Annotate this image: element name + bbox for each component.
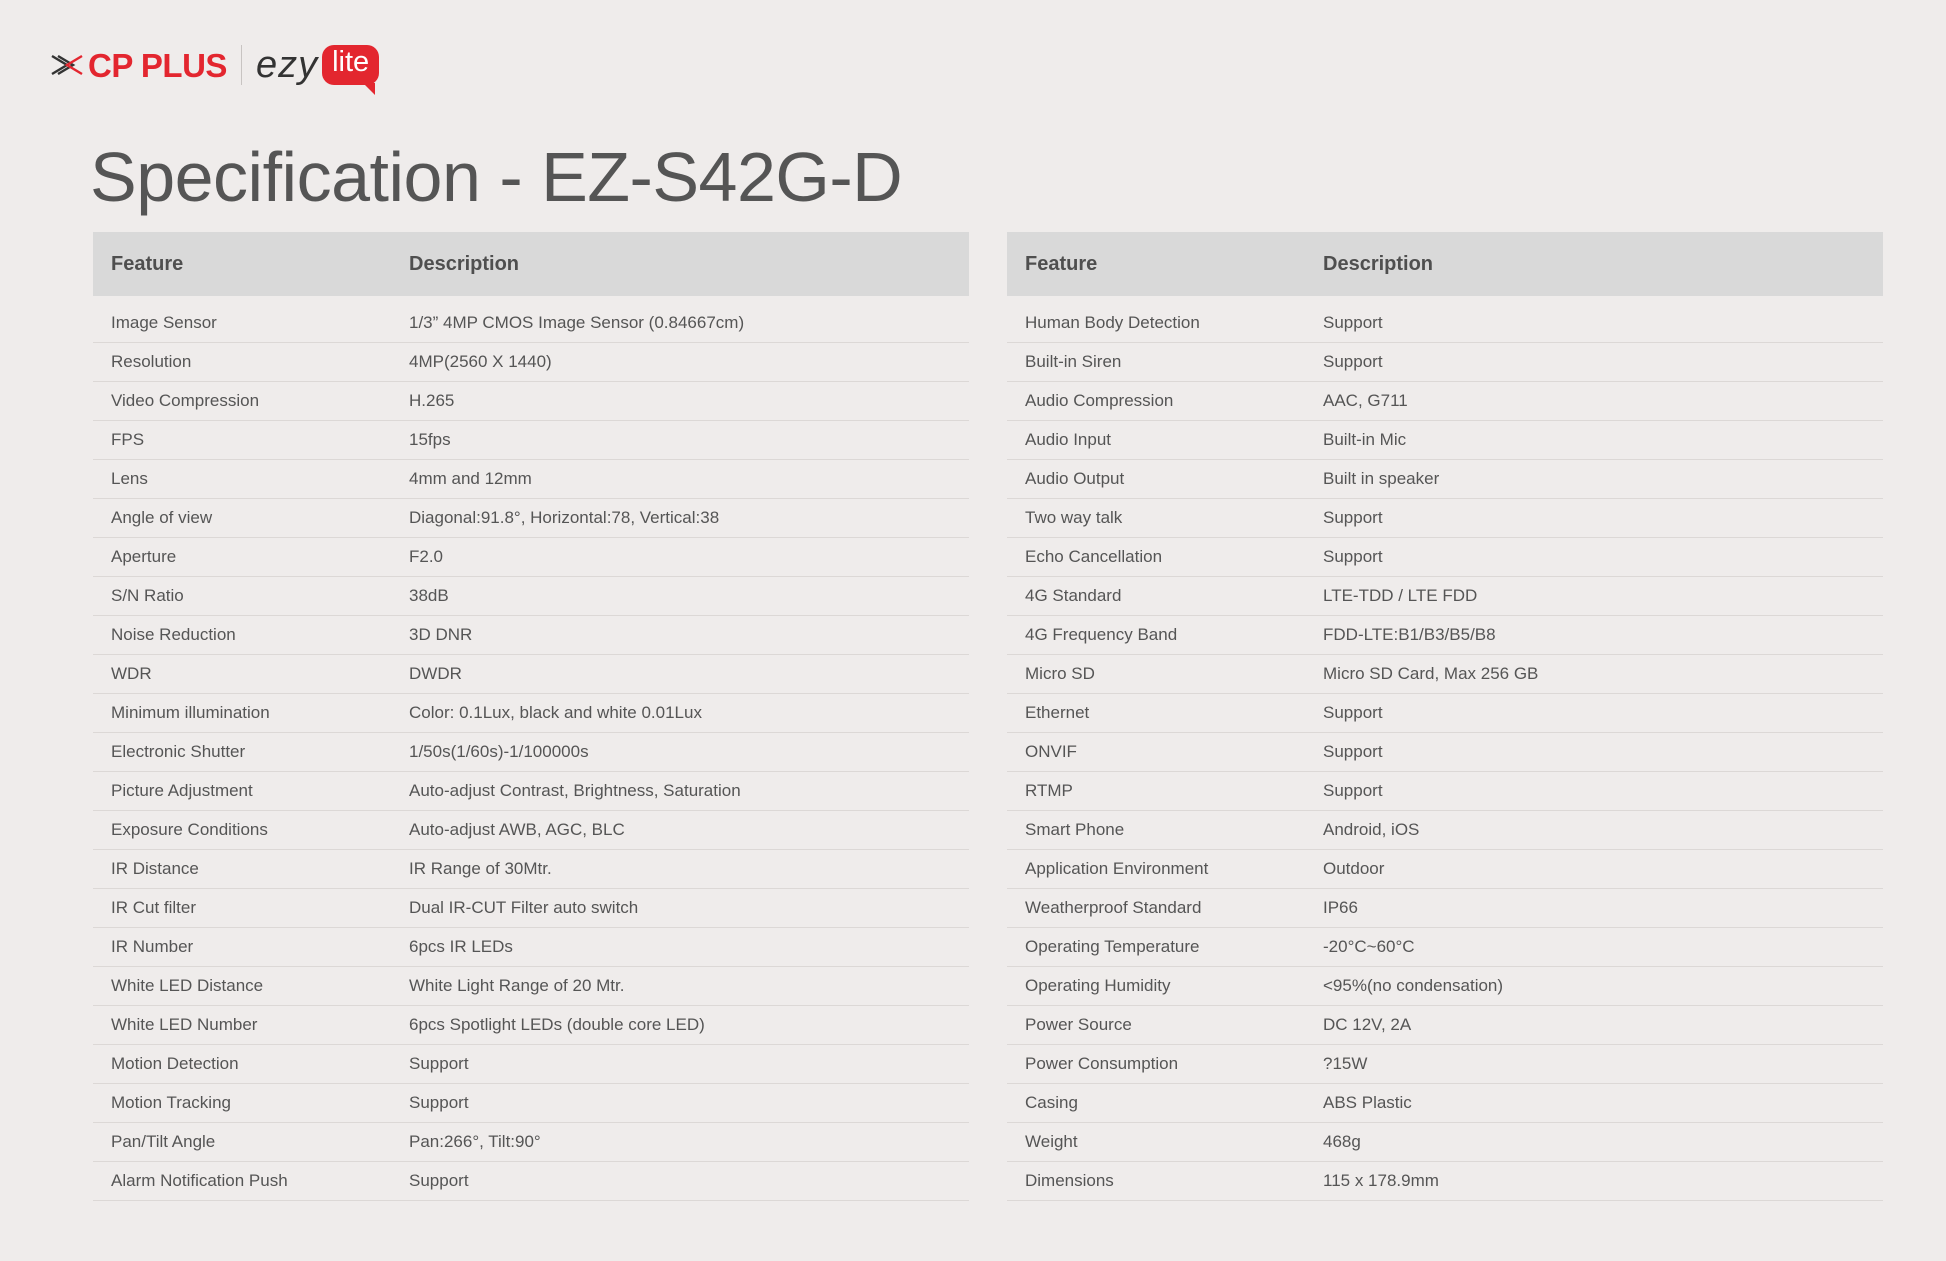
feature-cell: Audio Compression xyxy=(1007,382,1305,421)
cp-plus-logo xyxy=(50,46,227,84)
table-row xyxy=(1007,967,1883,1006)
feature-cell: Minimum illumination xyxy=(93,694,391,733)
feature-cell: Motion Tracking xyxy=(93,1084,391,1123)
table-row xyxy=(1007,304,1883,343)
description-cell: Micro SD Card, Max 256 GB xyxy=(1305,655,1883,694)
table-row xyxy=(93,772,969,811)
table-row xyxy=(93,967,969,1006)
feature-cell: Application Environment xyxy=(1007,850,1305,889)
description-cell: DC 12V, 2A xyxy=(1305,1006,1883,1045)
description-cell: Auto-adjust Contrast, Brightness, Saturation xyxy=(391,772,969,811)
table-row xyxy=(93,343,969,382)
table-row xyxy=(1007,499,1883,538)
feature-cell: Casing xyxy=(1007,1084,1305,1123)
table-row xyxy=(93,1006,969,1045)
description-cell: 1/50s(1/60s)-1/100000s xyxy=(391,733,969,772)
description-cell: Built-in Mic xyxy=(1305,421,1883,460)
feature-cell: Motion Detection xyxy=(93,1045,391,1084)
table-row xyxy=(93,655,969,694)
table-row xyxy=(93,1045,969,1084)
table-row xyxy=(93,1084,969,1123)
feature-cell: RTMP xyxy=(1007,772,1305,811)
description-cell: Support xyxy=(1305,304,1883,343)
description-cell: Auto-adjust AWB, AGC, BLC xyxy=(391,811,969,850)
table-row xyxy=(1007,655,1883,694)
feature-cell: Operating Humidity xyxy=(1007,967,1305,1006)
table-header-row xyxy=(93,232,969,296)
feature-cell: Aperture xyxy=(93,538,391,577)
description-cell: Pan:266°, Tilt:90° xyxy=(391,1123,969,1162)
description-cell: 6pcs IR LEDs xyxy=(391,928,969,967)
feature-cell: 4G Standard xyxy=(1007,577,1305,616)
description-cell: IR Range of 30Mtr. xyxy=(391,850,969,889)
feature-cell: Power Consumption xyxy=(1007,1045,1305,1084)
table-row xyxy=(1007,928,1883,967)
feature-cell: IR Cut filter xyxy=(93,889,391,928)
feature-cell: S/N Ratio xyxy=(93,577,391,616)
ezy-wordmark: ezy xyxy=(255,43,319,86)
description-cell: 3D DNR xyxy=(391,616,969,655)
table-row xyxy=(1007,811,1883,850)
table-row xyxy=(1007,1084,1883,1123)
table-row xyxy=(93,538,969,577)
description-cell: 115 x 178.9mm xyxy=(1305,1162,1883,1201)
feature-cell: Angle of view xyxy=(93,499,391,538)
table-row xyxy=(93,382,969,421)
table-header-row xyxy=(1007,232,1883,296)
feature-cell: ONVIF xyxy=(1007,733,1305,772)
table-row xyxy=(1007,850,1883,889)
description-cell: Support xyxy=(391,1045,969,1084)
description-cell: -20°C~60°C xyxy=(1305,928,1883,967)
description-cell: IP66 xyxy=(1305,889,1883,928)
table-spacer xyxy=(1007,296,1883,304)
description-cell: 15fps xyxy=(391,421,969,460)
feature-cell: Audio Output xyxy=(1007,460,1305,499)
table-row xyxy=(93,421,969,460)
description-cell: H.265 xyxy=(391,382,969,421)
feature-cell: Dimensions xyxy=(1007,1162,1305,1201)
feature-cell: Power Source xyxy=(1007,1006,1305,1045)
table-row xyxy=(1007,889,1883,928)
description-cell: DWDR xyxy=(391,655,969,694)
description-cell: <95%(no condensation) xyxy=(1305,967,1883,1006)
description-cell: F2.0 xyxy=(391,538,969,577)
lite-badge: lite xyxy=(322,45,379,85)
description-cell: 468g xyxy=(1305,1123,1883,1162)
table-row xyxy=(1007,1162,1883,1201)
spec-table-left xyxy=(93,232,969,1201)
description-cell: Support xyxy=(1305,694,1883,733)
description-cell: Support xyxy=(1305,499,1883,538)
feature-cell: IR Number xyxy=(93,928,391,967)
description-cell: LTE-TDD / LTE FDD xyxy=(1305,577,1883,616)
table-row xyxy=(93,616,969,655)
page-title: Specification - EZ-S42G-D xyxy=(90,138,903,216)
table-row xyxy=(1007,1123,1883,1162)
feature-cell: Noise Reduction xyxy=(93,616,391,655)
feature-cell: FPS xyxy=(93,421,391,460)
feature-cell: Smart Phone xyxy=(1007,811,1305,850)
cp-plus-wordmark: CP PLUS xyxy=(88,46,227,84)
feature-cell: Built-in Siren xyxy=(1007,343,1305,382)
feature-cell: WDR xyxy=(93,655,391,694)
feature-cell: Operating Temperature xyxy=(1007,928,1305,967)
description-cell: ?15W xyxy=(1305,1045,1883,1084)
table-row xyxy=(93,733,969,772)
feature-cell: Ethernet xyxy=(1007,694,1305,733)
ezy-lite-logo xyxy=(256,45,379,85)
feature-cell: Alarm Notification Push xyxy=(93,1162,391,1201)
spacer-cell xyxy=(1007,296,1883,304)
feature-cell: Exposure Conditions xyxy=(93,811,391,850)
table-row xyxy=(1007,1045,1883,1084)
description-cell: Support xyxy=(1305,538,1883,577)
feature-cell: Electronic Shutter xyxy=(93,733,391,772)
feature-cell: White LED Number xyxy=(93,1006,391,1045)
table-row xyxy=(93,928,969,967)
table-row xyxy=(93,889,969,928)
table-row xyxy=(1007,616,1883,655)
description-cell: FDD-LTE:B1/B3/B5/B8 xyxy=(1305,616,1883,655)
description-cell: Support xyxy=(391,1162,969,1201)
brand-divider xyxy=(241,45,242,85)
description-cell: Support xyxy=(391,1084,969,1123)
table-row xyxy=(1007,538,1883,577)
feature-cell: Image Sensor xyxy=(93,304,391,343)
table-row xyxy=(1007,733,1883,772)
feature-cell: Pan/Tilt Angle xyxy=(93,1123,391,1162)
description-cell: Android, iOS xyxy=(1305,811,1883,850)
cp-plus-mark-icon xyxy=(50,52,84,78)
brand-logos xyxy=(50,40,379,90)
spec-table-right xyxy=(1007,232,1883,1201)
feature-cell: Picture Adjustment xyxy=(93,772,391,811)
table-spacer xyxy=(93,296,969,304)
description-cell: 1/3” 4MP CMOS Image Sensor (0.84667cm) xyxy=(391,304,969,343)
spacer-cell xyxy=(93,296,969,304)
description-cell: Color: 0.1Lux, black and white 0.01Lux xyxy=(391,694,969,733)
description-cell: Support xyxy=(1305,343,1883,382)
description-cell: Outdoor xyxy=(1305,850,1883,889)
description-cell: Support xyxy=(1305,733,1883,772)
description-cell: 38dB xyxy=(391,577,969,616)
feature-cell: Weatherproof Standard xyxy=(1007,889,1305,928)
feature-cell: Human Body Detection xyxy=(1007,304,1305,343)
table-row xyxy=(93,1123,969,1162)
description-cell: ABS Plastic xyxy=(1305,1084,1883,1123)
feature-cell: Video Compression xyxy=(93,382,391,421)
description-cell: White Light Range of 20 Mtr. xyxy=(391,967,969,1006)
table-row xyxy=(1007,460,1883,499)
feature-cell: Two way talk xyxy=(1007,499,1305,538)
table-row xyxy=(1007,382,1883,421)
feature-cell: Echo Cancellation xyxy=(1007,538,1305,577)
table-row xyxy=(93,694,969,733)
description-cell: 4MP(2560 X 1440) xyxy=(391,343,969,382)
table-row xyxy=(1007,1006,1883,1045)
table-row xyxy=(93,1162,969,1201)
header-feature: Feature xyxy=(1007,232,1305,296)
feature-cell: 4G Frequency Band xyxy=(1007,616,1305,655)
feature-cell: Lens xyxy=(93,460,391,499)
description-cell: Diagonal:91.8°, Horizontal:78, Vertical:38 xyxy=(391,499,969,538)
description-cell: AAC, G711 xyxy=(1305,382,1883,421)
table-row xyxy=(93,460,969,499)
feature-cell: Resolution xyxy=(93,343,391,382)
description-cell: Dual IR-CUT Filter auto switch xyxy=(391,889,969,928)
description-cell: 6pcs Spotlight LEDs (double core LED) xyxy=(391,1006,969,1045)
header-description: Description xyxy=(391,232,969,296)
table-row xyxy=(1007,694,1883,733)
feature-cell: IR Distance xyxy=(93,850,391,889)
table-row xyxy=(93,850,969,889)
description-cell: Built in speaker xyxy=(1305,460,1883,499)
table-row xyxy=(93,577,969,616)
feature-cell: White LED Distance xyxy=(93,967,391,1006)
table-row xyxy=(93,811,969,850)
feature-cell: Audio Input xyxy=(1007,421,1305,460)
table-row xyxy=(93,499,969,538)
table-row xyxy=(1007,772,1883,811)
table-row xyxy=(1007,343,1883,382)
feature-cell: Weight xyxy=(1007,1123,1305,1162)
header-description: Description xyxy=(1305,232,1883,296)
header-feature: Feature xyxy=(93,232,391,296)
description-cell: Support xyxy=(1305,772,1883,811)
table-row xyxy=(1007,577,1883,616)
table-row xyxy=(93,304,969,343)
feature-cell: Micro SD xyxy=(1007,655,1305,694)
table-row xyxy=(1007,421,1883,460)
description-cell: 4mm and 12mm xyxy=(391,460,969,499)
